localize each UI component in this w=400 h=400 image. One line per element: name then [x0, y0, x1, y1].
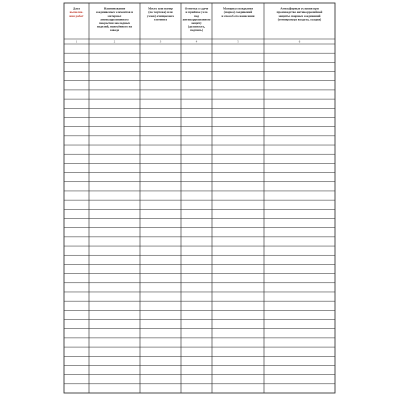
column-header-text: защиту — [191, 21, 202, 25]
column-header-text: заводе — [109, 28, 120, 33]
column-header-text: и способ его нанесения — [221, 13, 255, 18]
column-header-text: (по чертеже) или — [148, 10, 173, 15]
column-header-text: ния работ — [69, 13, 84, 18]
column-header-text: и приёмке узла — [185, 10, 208, 15]
column-header-text: Материал покрытия — [223, 6, 253, 11]
column-number: 5 — [237, 39, 239, 44]
table-border — [64, 3, 335, 393]
column-header-text: производстве антикоррозийной — [276, 10, 323, 15]
column-number: 6 — [298, 39, 301, 44]
column-header-text: подпись) — [190, 28, 203, 33]
column-number: 4 — [195, 39, 198, 44]
column-number: 3 — [159, 39, 162, 44]
column-header-text: узлов) очищаемого — [146, 13, 175, 18]
column-header-text: Дата — [73, 6, 80, 11]
column-header-text: антикоррозионного — [100, 17, 129, 22]
column-header-text: под — [194, 13, 199, 18]
column-number: 2 — [113, 39, 116, 44]
column-header-text: (температура воздуха, осадки) — [277, 17, 322, 22]
column-header-text: Место или номер — [148, 6, 173, 11]
column-header-text: изделий, нанесённого на — [96, 24, 133, 29]
column-header-text: Атмосферные условия при — [280, 6, 319, 11]
column-header-text: антикоррозионную — [182, 17, 211, 22]
column-header-text: защиты сварных соединений — [278, 13, 321, 18]
column-header-text: (марка) соединений — [223, 10, 253, 15]
column-header-text: Отметка о сдаче — [184, 6, 209, 11]
column-header-text: Наименование — [103, 6, 126, 11]
column-header-text: (должность, — [187, 24, 206, 29]
column-header-text: элемента — [153, 17, 168, 22]
column-header-text: материал — [107, 13, 122, 18]
column-header-text: выполне- — [69, 10, 84, 15]
column-header-text: соединяемых элементов и — [95, 10, 134, 15]
column-header-text: покрытия закладных — [98, 21, 131, 25]
column-number: 1 — [75, 39, 78, 44]
